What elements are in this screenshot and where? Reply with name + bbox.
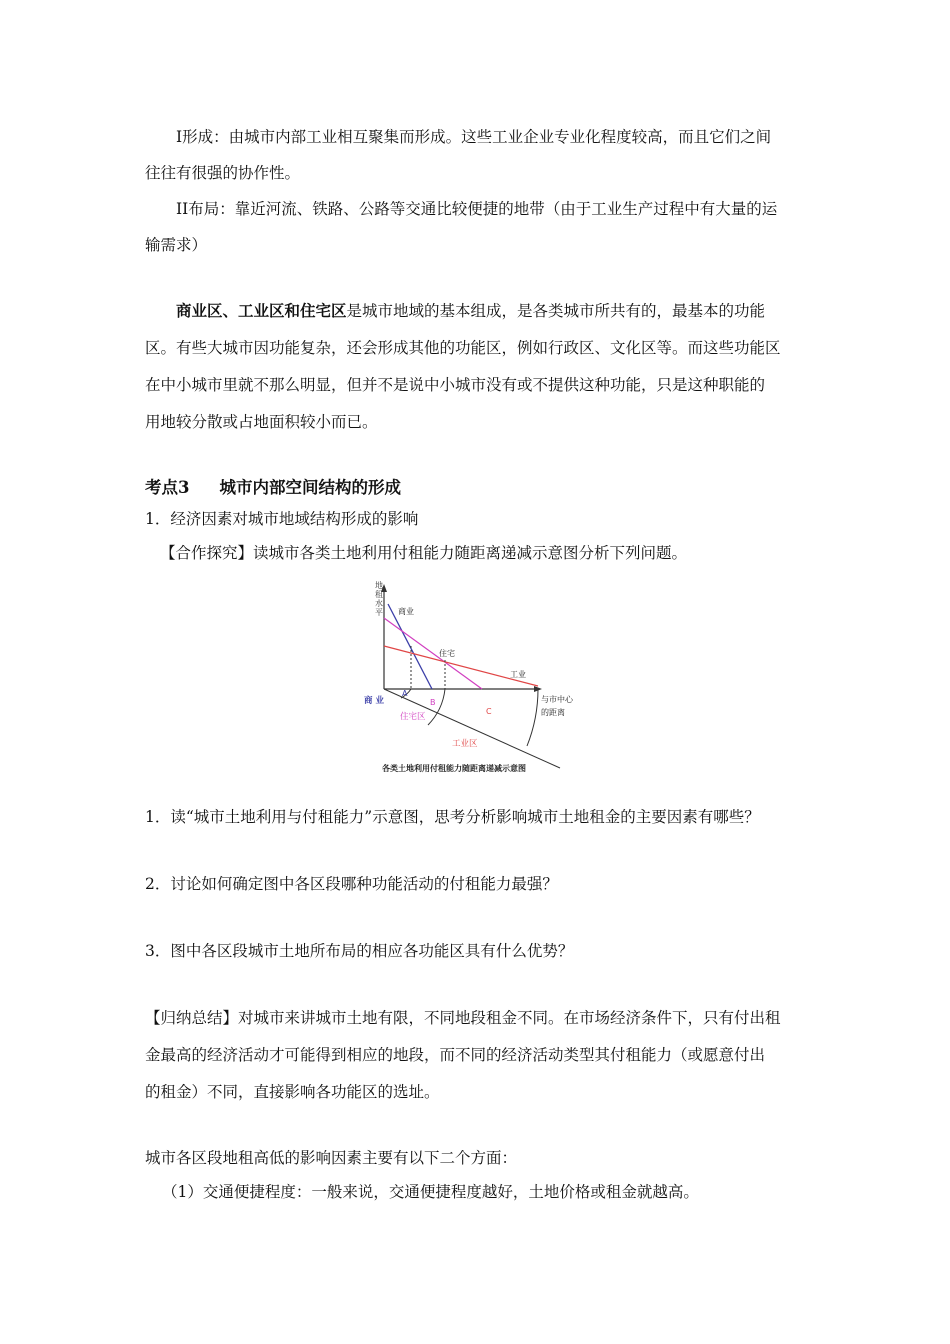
- label-point-a: A: [402, 689, 408, 698]
- label-industry-curve: 工业: [510, 670, 526, 679]
- ylabel-char-1: 地: [375, 581, 383, 590]
- basic-zones-term: 商业区、工业区和住宅区: [176, 301, 347, 320]
- diagram-caption: 各类土地利用付租能力随距离递减示意图: [382, 764, 526, 773]
- factors-intro: 城市各区段地租高低的影响因素主要有以下二个方面：: [145, 1149, 518, 1167]
- boundary-residential-arc: [428, 689, 445, 725]
- summary-line3: 的租金）不同，直接影响各功能区的选址。: [145, 1083, 440, 1101]
- question-1: 1．读“城市土地利用与付租能力”示意图，思考分析影响城市土地租金的主要因素有哪些？: [145, 808, 760, 826]
- paragraph-basic-zones-line4: 用地较分散或占地面积较小而已。: [145, 413, 378, 431]
- ylabel-char-4: 平: [375, 608, 383, 617]
- ylabel-char-2: 租: [375, 590, 383, 599]
- label-point-b: B: [430, 698, 436, 707]
- residential-curve: [384, 618, 482, 689]
- label-zone-industry: 工业区: [452, 739, 478, 749]
- label-residential-curve: 住宅: [439, 649, 455, 658]
- label-point-c: C: [486, 707, 492, 716]
- subheading-economic-factors: 1．经济因素对城市地域结构形成的影响: [145, 510, 419, 528]
- basic-zones-text: 是城市地域的基本组成，是各类城市所共有的，最基本的功能: [346, 302, 766, 320]
- sector-radius-line: [384, 689, 560, 768]
- xlabel-line2: 的距离: [541, 708, 565, 717]
- label-commerce-curve: 商业: [398, 607, 414, 616]
- xlabel-line1: 与市中心: [541, 695, 573, 704]
- factor-transport: （1）交通便捷程度：一般来说，交通便捷程度越好，土地价格或租金就越高。: [162, 1183, 699, 1201]
- boundary-industry-arc: [527, 689, 538, 746]
- label-zone-commerce: 商 业: [364, 696, 384, 706]
- commerce-curve: [388, 604, 432, 689]
- ylabel-char-3: 水: [375, 599, 383, 608]
- question-3: 3．图中各区段城市土地所布局的相应各功能区具有什么优势？: [145, 942, 574, 960]
- section-number: 考点3: [145, 478, 190, 497]
- paragraph-layout-line2: 输需求）: [145, 236, 208, 254]
- summary-line1: 【归纳总结】对城市来讲城市土地有限，不同地段租金不同。在市场经济条件下，只有付出租: [145, 1009, 781, 1027]
- paragraph-formation-line1: I形成：由城市内部工业相互聚集而形成。这些工业企业专业化程度较高，而且它们之间: [176, 128, 772, 146]
- bid-rent-diagram: [360, 574, 600, 780]
- summary-line2: 金最高的经济活动才可能得到相应的地段，而不同的经济活动类型其付租能力（或愿意付出: [145, 1046, 766, 1064]
- paragraph-formation-line2: 往往有很强的协作性。: [145, 164, 301, 182]
- cooperative-inquiry: 【合作探究】读城市各类土地利用付租能力随距离递减示意图分析下列问题。: [160, 544, 688, 562]
- industry-curve: [384, 646, 538, 686]
- question-2: 2．讨论如何确定图中各区段哪种功能活动的付租能力最强？: [145, 875, 558, 893]
- label-zone-residential: 住宅区: [400, 712, 426, 722]
- section-title: 城市内部空间结构的形成: [219, 478, 401, 497]
- paragraph-layout-line1: II布局：靠近河流、铁路、公路等交通比较便捷的地带（由于工业生产过程中有大量的运: [176, 200, 778, 218]
- paragraph-basic-zones-line3: 在中小城市里就不那么明显，但并不是说中小城市没有或不提供这种功能，只是这种职能的: [145, 376, 766, 394]
- section-heading: [145, 477, 825, 499]
- paragraph-basic-zones-line1: [176, 300, 856, 322]
- paragraph-basic-zones-line2: 区。有些大城市因功能复杂，还会形成其他的功能区，例如行政区、文化区等。而这些功能区: [145, 339, 781, 357]
